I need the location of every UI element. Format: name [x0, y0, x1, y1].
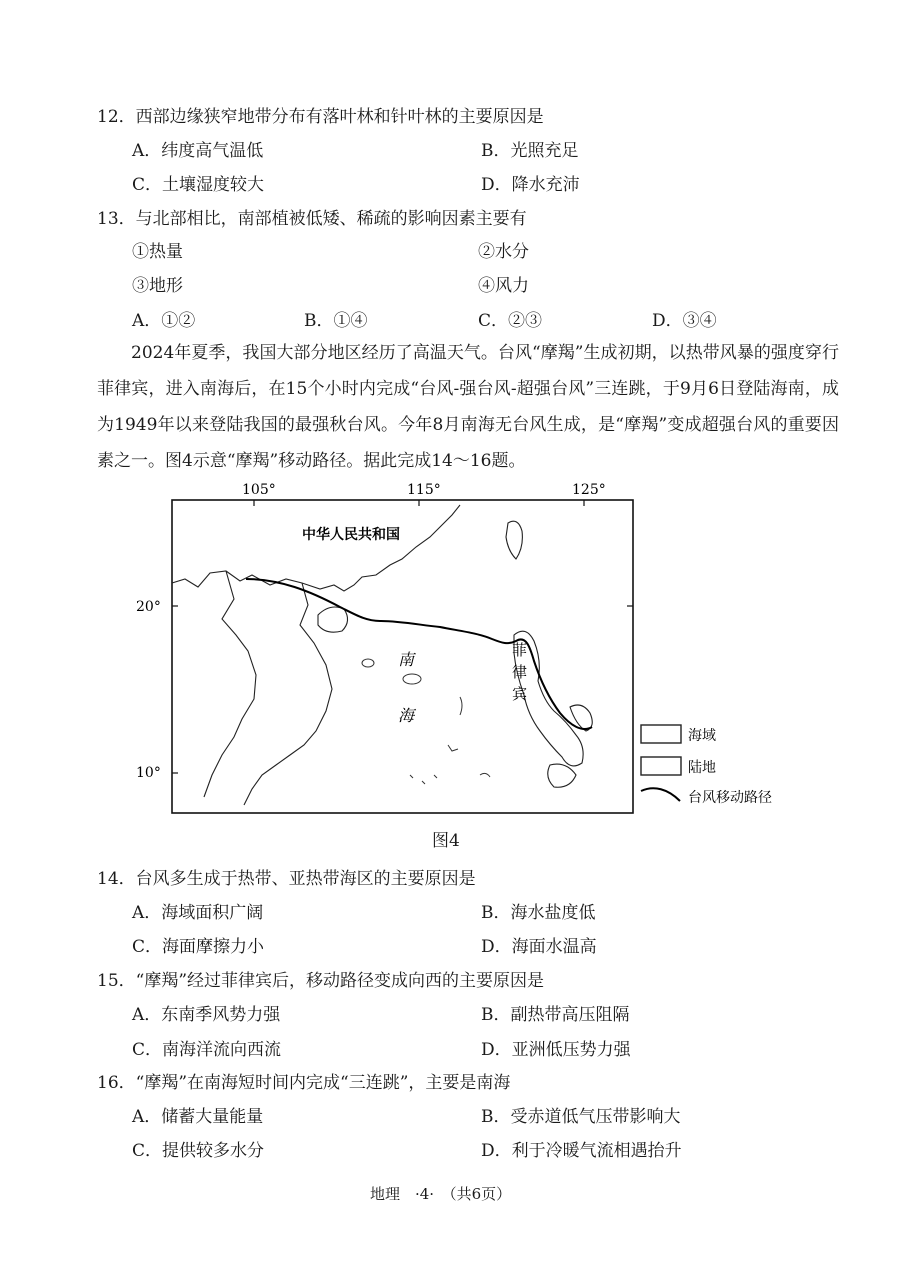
- q16-option-c: C．提供较多水分: [132, 1141, 265, 1161]
- q14-option-c: C．海面摩擦力小: [132, 937, 265, 957]
- q14-option-a: A．海域面积广阔: [132, 903, 264, 923]
- q13-option-d: D．③④: [652, 311, 717, 331]
- lon-label-105: 105°: [242, 482, 276, 498]
- legend-sea-swatch: [641, 725, 681, 743]
- q13-stem: 13．与北部相比，南部植被低矮、稀疏的影响因素主要有: [97, 209, 527, 229]
- china-label: 中华人民共和国: [302, 527, 400, 543]
- q15-option-b: B．副热带高压阻隔: [481, 1005, 630, 1025]
- lat-label-20: 20°: [136, 599, 161, 615]
- hainan-island: [318, 607, 348, 632]
- q16-option-a: A．储蓄大量能量: [132, 1107, 264, 1127]
- q13-factor-2: ②水分: [478, 242, 529, 262]
- q14-option-d: D．海面水温高: [481, 937, 597, 957]
- lon-label-125: 125°: [572, 482, 606, 498]
- typhoon-path-map: [130, 475, 810, 825]
- q13-factor-4: ④风力: [478, 276, 529, 296]
- q13-option-b: B．①④: [304, 311, 368, 331]
- philippines-label-2: 律: [512, 663, 528, 681]
- intro-paragraph: [97, 335, 839, 479]
- q15-option-c: C．南海洋流向西流: [132, 1040, 282, 1060]
- south-sea-label-2: 海: [398, 706, 415, 725]
- q14-stem: 14．台风多生成于热带、亚热带海区的主要原因是: [97, 869, 476, 889]
- philippines-label-3: 宾: [512, 685, 528, 703]
- q15-option-d: D．亚洲低压势力强: [481, 1040, 631, 1060]
- intro-text: 2024年夏季，我国大部分地区经历了高温天气。台风“摩羯”生成初期，以热带风暴的强度穿行菲律宾，进入南海后，在15个小时内完成“台风-强台风-超强台风”三连跳，于9月6日登陆海南，成为1949年以来登陆我国的最强秋台风。今年8月南海无台风生成，是“摩羯”变成超强台风的重要因素之一。图4示意“摩羯”移动路径。据此完成14～16题。: [97, 343, 839, 471]
- q16-option-d: D．利于冷暖气流相遇抬升: [481, 1141, 682, 1161]
- q14-option-b: B．海水盐度低: [481, 903, 596, 923]
- q12-option-b: B．光照充足: [481, 141, 579, 161]
- q13-option-a: A．①②: [132, 311, 196, 331]
- q12-stem: 12．西部边缘狭窄地带分布有落叶林和针叶林的主要原因是: [97, 107, 544, 127]
- legend-land-swatch: [641, 757, 681, 775]
- page-footer: 地理 ·4· （共6页）: [370, 1185, 512, 1203]
- q13-factor-1: ①热量: [132, 242, 183, 262]
- q16-stem: 16．“摩羯”在南海短时间内完成“三连跳”，主要是南海: [97, 1073, 511, 1093]
- legend-sea-label: 海域: [688, 728, 716, 744]
- q12-option-d: D．降水充沛: [481, 175, 580, 195]
- q13-factor-3: ③地形: [132, 276, 183, 296]
- figure-caption: 图4: [432, 831, 460, 851]
- q13-option-c: C．②③: [478, 311, 543, 331]
- legend-land-label: 陆地: [688, 760, 716, 776]
- lat-label-10: 10°: [136, 765, 161, 781]
- q16-option-b: B．受赤道低气压带影响大: [481, 1107, 681, 1127]
- q12-option-a: A．纬度高气温低: [132, 141, 264, 161]
- q15-option-a: A．东南季风势力强: [132, 1005, 281, 1025]
- lon-label-115: 115°: [407, 482, 441, 498]
- south-sea-label-1: 南: [398, 650, 415, 669]
- philippines-label-1: 菲: [512, 641, 528, 659]
- legend-path-swatch: [641, 788, 680, 801]
- legend-path-label: 台风移动路径: [688, 790, 772, 806]
- q12-option-c: C．土壤湿度较大: [132, 175, 265, 195]
- q15-stem: 15．“摩羯”经过菲律宾后，移动路径变成向西的主要原因是: [97, 971, 545, 991]
